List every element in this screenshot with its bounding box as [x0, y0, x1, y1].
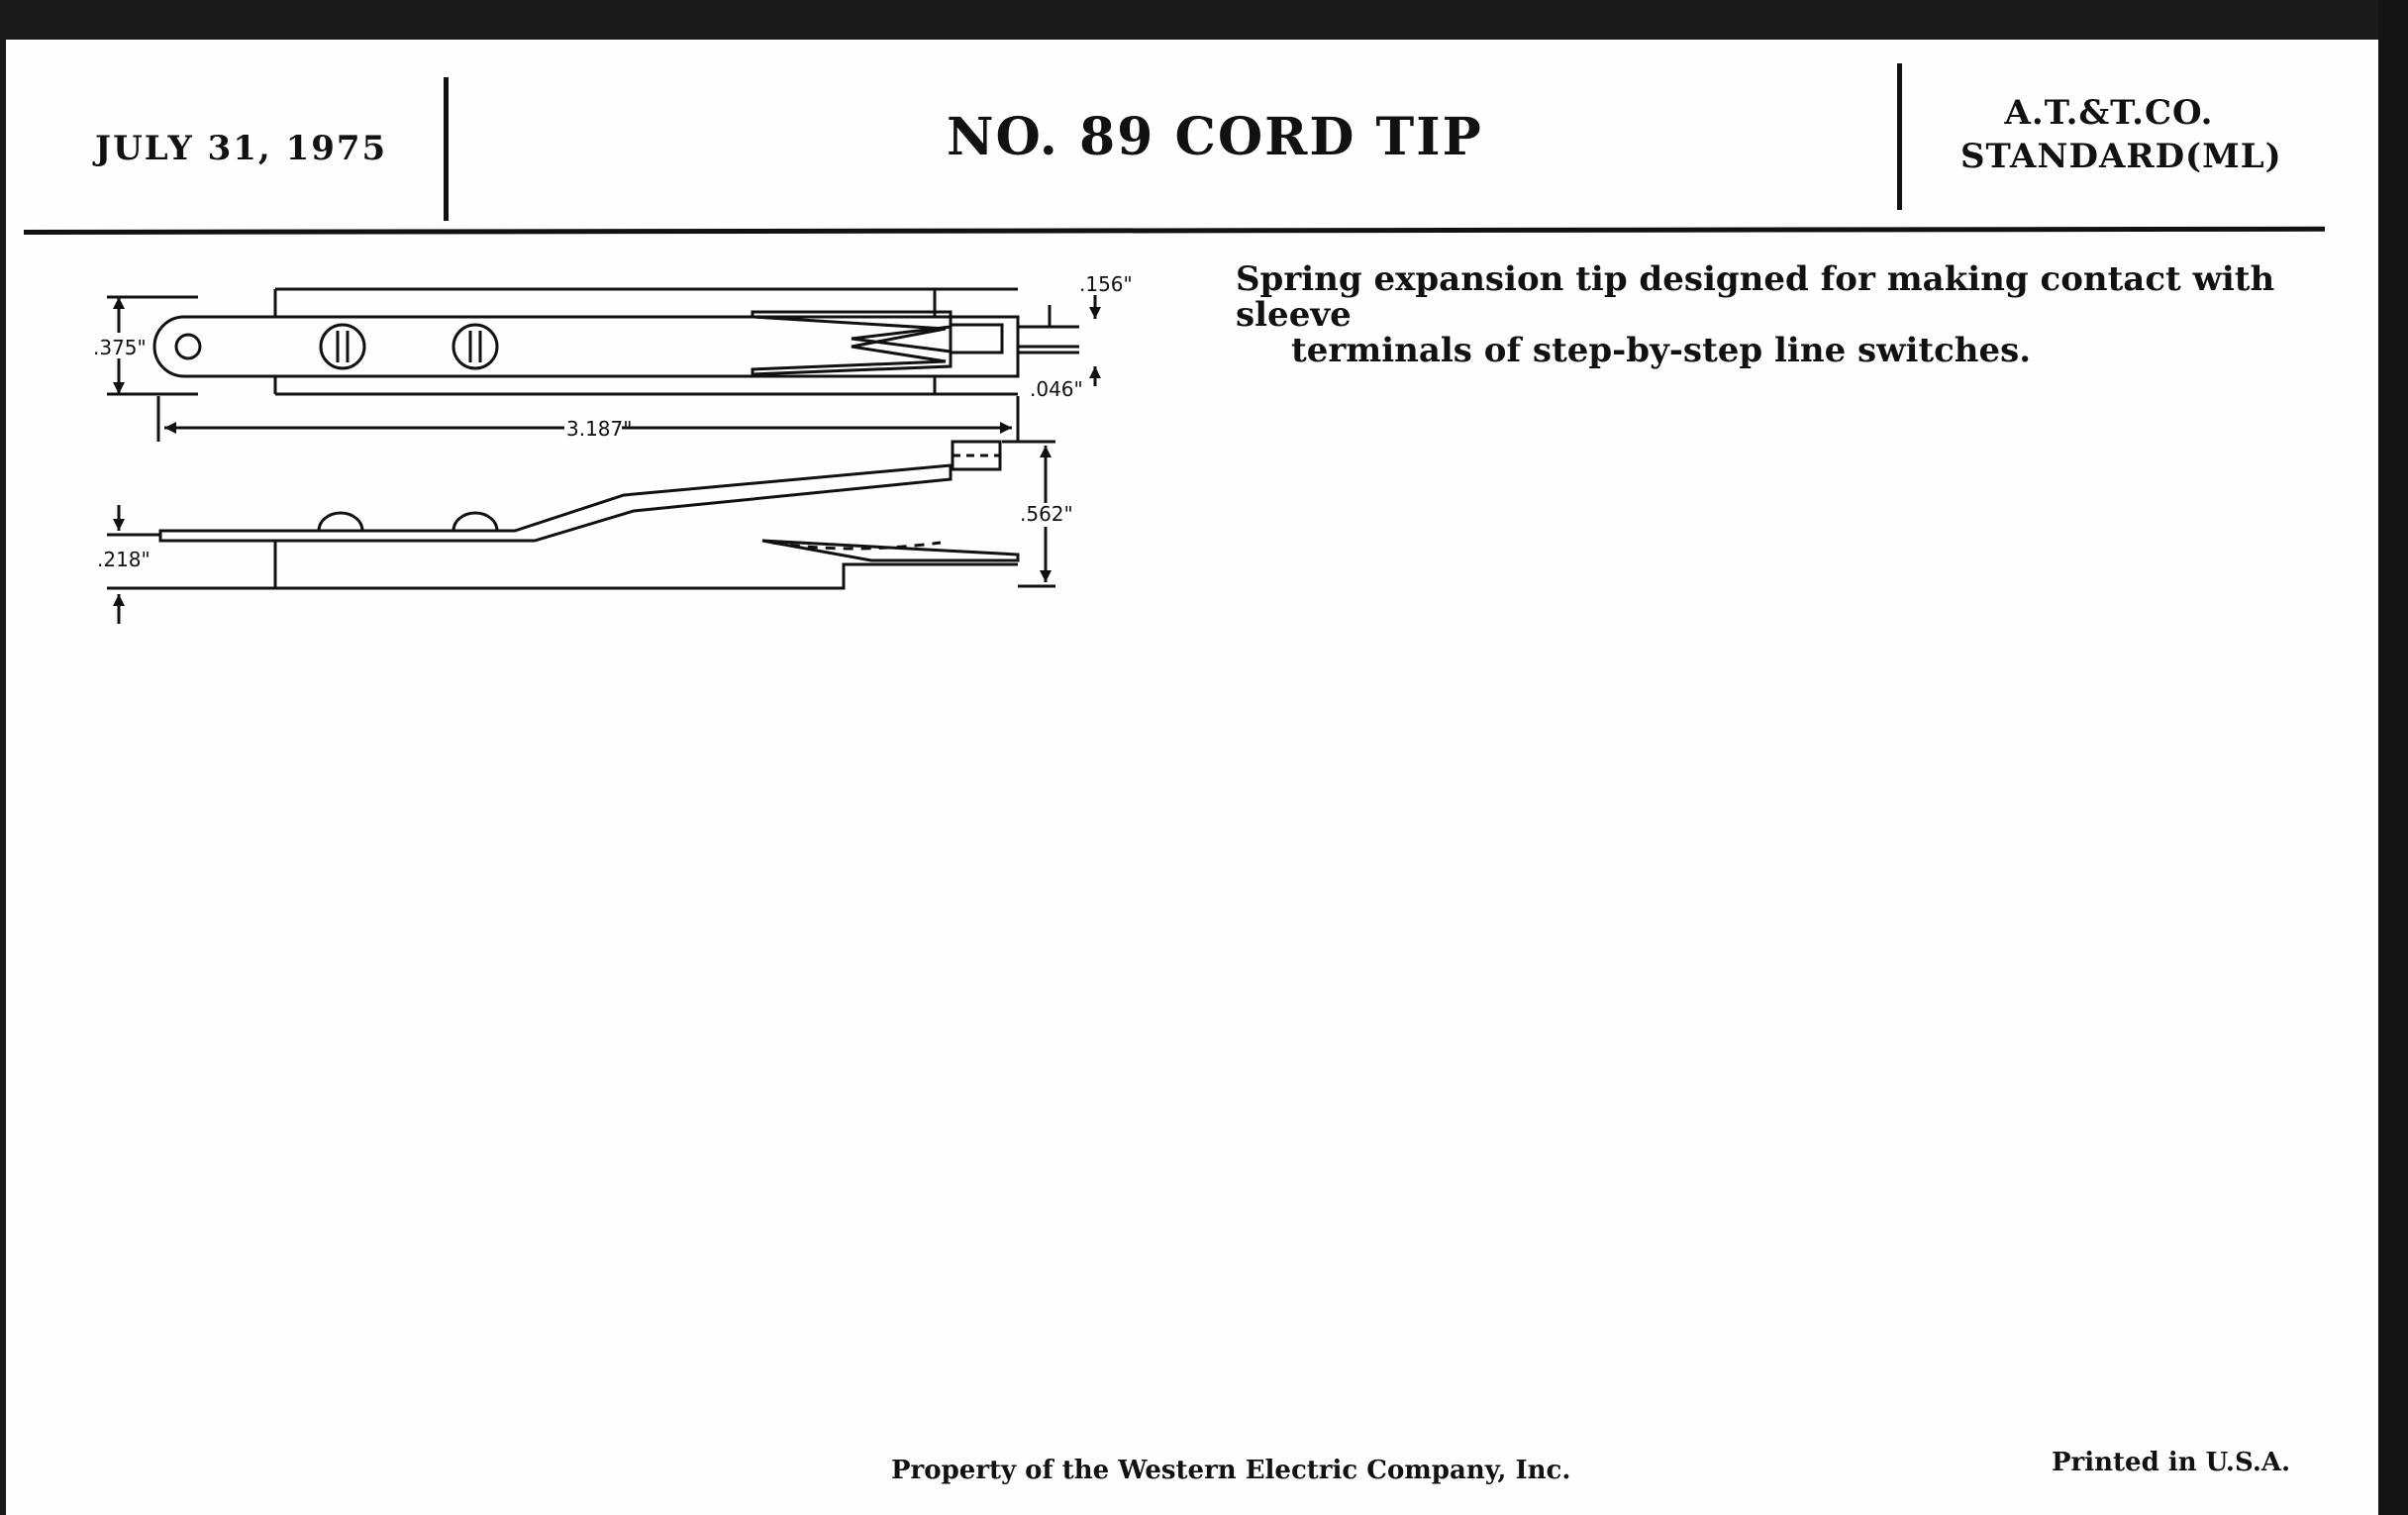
description — [1236, 261, 2305, 368]
standard-line-2: STANDARD(ML) — [1960, 137, 2282, 176]
header-date: JULY 31, 1975 — [95, 129, 388, 168]
footer-printed: Printed in U.S.A. — [2052, 1448, 2291, 1477]
page-title: NO. 89 CORD TIP — [947, 107, 1483, 167]
description-line-1: Spring expansion tip designed for making contact with sleeve — [1236, 259, 2275, 335]
dimension-length: 3.187" — [566, 417, 633, 441]
screw-2 — [453, 325, 497, 368]
dimension-width: .375" — [93, 336, 147, 359]
dimension-spring: .046" — [1030, 377, 1083, 401]
spring-split — [752, 312, 951, 374]
standard-line-1: A.T.&T.CO. — [2004, 93, 2214, 133]
tip-body-side-view — [160, 465, 951, 541]
description-line-2: terminals of step-by-step line switches. — [1291, 331, 2032, 370]
screw-1 — [321, 325, 364, 368]
tip-end — [951, 325, 1002, 353]
dimension-thickness: .218" — [97, 548, 150, 571]
dimension-tip-gap: .156" — [1079, 272, 1133, 296]
footer-property: Property of the Western Electric Company, Inc. — [891, 1456, 1571, 1485]
mounting-hole — [176, 335, 200, 358]
dimension-height-side: .562" — [1020, 502, 1073, 526]
